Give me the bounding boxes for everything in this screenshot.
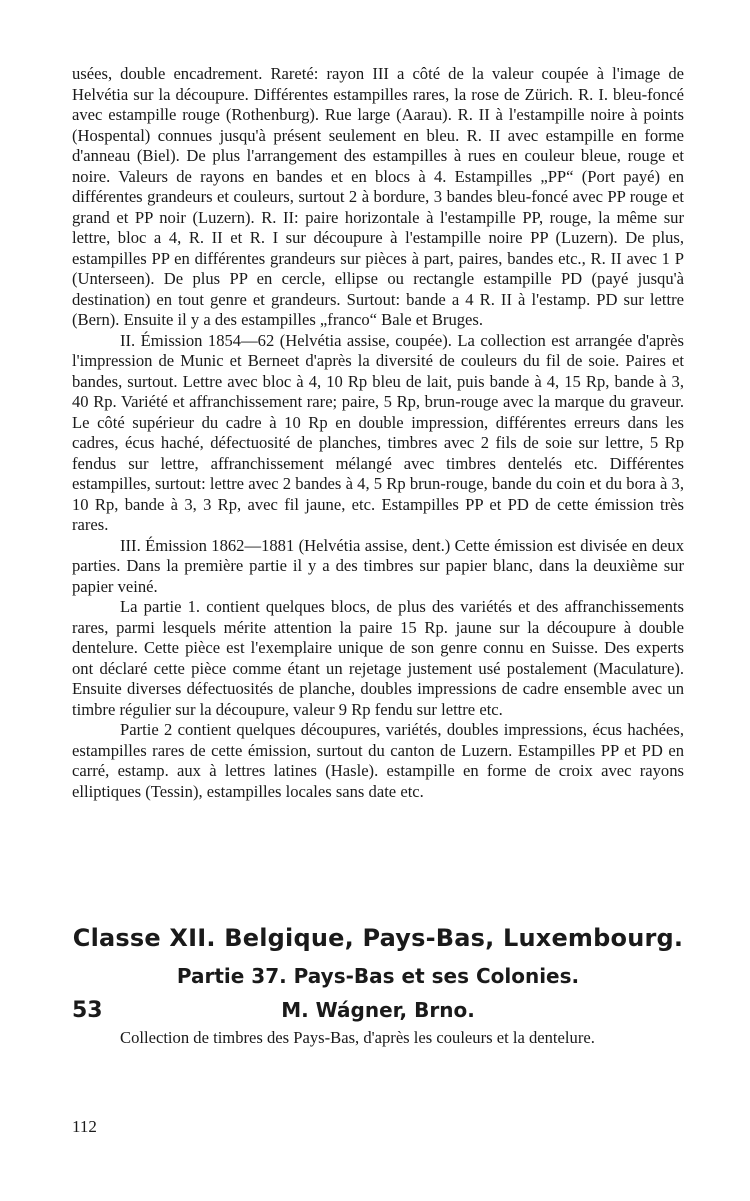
paragraph-emission-ii: II. Émission 1854—62 (Helvétia assise, coupée). La collection est arrangée d'après l'impression de Munic et Berneet d'après la diversité de couleurs du fil de soie. Paires et bandes, surtout. Lettre avec bloc à 4, 10 Rp bleu de lait, puis bande à 4, 15 Rp, bande à 3, 40 Rp. Variété et affranchissement rare; paire, 5 Rp, brun-rouge avec la marque du graveur. Le côté supérieur du cadre à 10 Rp en double impression, différentes erreurs dans les cadres, écus haché, défectuosité de planches, timbres avec 2 fils de soie sur lettre, 5 Rp fendus sur lettre, affranchissement mélangé avec timbres dentelés etc. Différentes estampilles, surtout: lettre avec 2 bandes à 4, 5 Rp brun-rouge, bande du coin et du bora à 3, 10 Rp, bande à 3, 3 Rp, avec fil jaune, etc. Estampilles PP et PD de cette émission très rares. [72, 330, 684, 534]
page-number: 112 [72, 1117, 97, 1136]
paragraph-continued: usées, double encadrement. Rareté: rayon III a côté de la valeur coupée à l'image de Helvétia sur la découpure. Différentes estampilles rares, la rose de Zürich. R. I. bleu-foncé avec estampille rouge (Rothenburg). Rue large (Aarau). R. II à l'estampille noire à points (Hospental) connues jusqu'à présent seulement en bleu. R. II avec estampille en forme d'anneau (Biel). De plus l'arrangement des estampilles à rues en couleur bleue, rouge et noire. Valeurs de rayons en bandes et en blocs à 4. Estampilles „PP“ (Port payé) en différentes grandeurs et couleurs, surtout 2 à bordure, 3 bandes bleu-foncé avec PP rouge et grand et PP noir (Luzern). R. II: paire horizontale à l'estampille PP, rouge, la même sur lettre, bloc a 4, R. II et R. I sur découpure à l'estampille noire PP (Luzern). De plus, estampilles PP en différentes grandeurs sur pièces à part, paires, bandes etc., R. II avec 1 P (Unterseen). De plus PP en cercle, ellipse ou rectangle estampille PD (payé jusqu'à destination) en tout genre et grandeurs. Surtout: bande a 4 R. II à l'estamp. PD sur lettre (Bern). Ensuite il y a des estampilles „franco“ Bale et Bruges. [72, 64, 684, 329]
paragraph-partie-2: Partie 2 contient quelques découpures, variétés, doubles impressions, écus hachées, estampilles rares de cette émission, surtout du canton de Luzern. Estampilles PP et PD en carré, estamp. aux à lettres latines (Hasle). estampille en forme de croix avec rayons elliptiques (Tessin), estampilles locales sans date etc. [72, 720, 684, 801]
entry-number: 53 [72, 998, 103, 1023]
body-text [72, 64, 684, 802]
part-heading: Partie 37. Pays-Bas et ses Colonies. [176, 964, 580, 988]
paragraph-emission-iii: III. Émission 1862—1881 (Helvétia assise, dent.) Cette émission est divisée en deux parties. Dans la première partie il y a des timbres sur papier blanc, dans la deuxième sur papier veiné. [72, 535, 684, 596]
paragraph-partie-1: La partie 1. contient quelques blocs, de plus des variétés et des affranchissements rares, parmi lesquels mérite attention la paire 15 Rp. jaune sur la découpure à double dentelure. Cette pièce est l'exemplaire unique de son genre connu en Suisse. Des experts ont déclaré cette pièce comme étant un rejetage justement usé postalement (Maculature). Ensuite diverses défectuosités de planche, doubles impressions de cadre ensemble avec un timbre régulier sur la découpure, valeur 9 Rp fendu sur lettre etc. [72, 597, 684, 719]
exhibitor-name: M. Wágner, Brno. [281, 998, 475, 1022]
class-heading: Classe XII. Belgique, Pays-Bas, Luxembourg. [72, 924, 684, 952]
entry-description: Collection de timbres des Pays-Bas, d'après les couleurs et la dentelure. [120, 1028, 595, 1047]
